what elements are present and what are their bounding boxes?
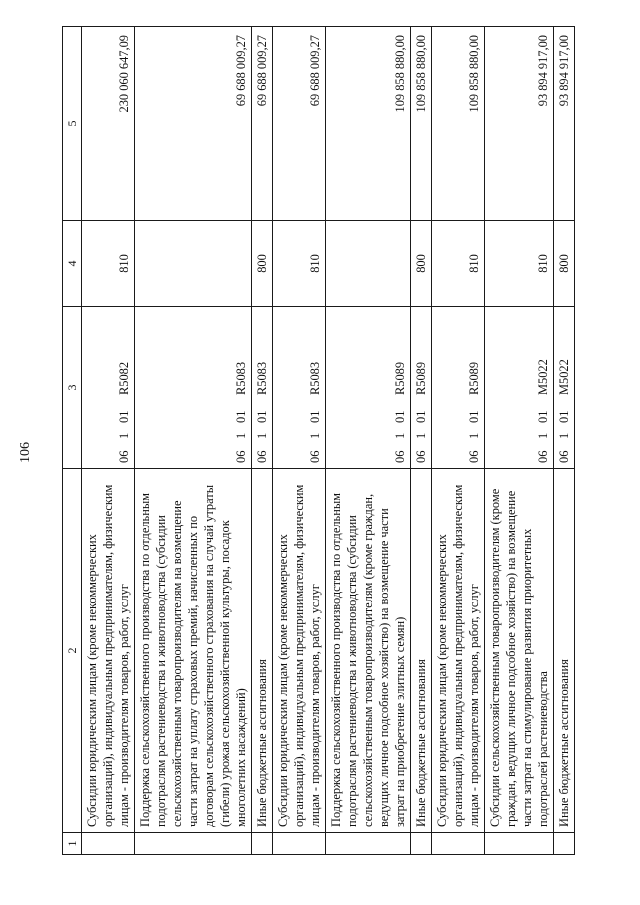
direction-code: M5022 xyxy=(557,359,571,395)
expense-type-code: 800 xyxy=(252,221,273,307)
expense-type-code xyxy=(135,221,252,307)
program-code: 06 xyxy=(414,450,428,463)
row-index-cell xyxy=(432,833,485,855)
activity-code: 01 xyxy=(414,410,428,423)
expense-name: Субсидии юридическим лицам (кроме некоммерческих организаций), индивидуальным предпринимателям, физическим лицам - производителям товаров, работ, услуг xyxy=(82,469,135,833)
direction-code: R5083 xyxy=(234,361,248,395)
table-row xyxy=(411,27,432,855)
direction-code: R5089 xyxy=(414,361,428,395)
row-index-cell xyxy=(485,833,554,855)
amount: 230 060 647,09 xyxy=(82,27,135,221)
amount: 109 858 880,00 xyxy=(326,27,411,221)
amount: 69 688 009,27 xyxy=(252,27,273,221)
classification-code xyxy=(432,307,485,469)
activity-code: 01 xyxy=(234,410,248,423)
expense-name: Поддержка сельскохозяйственного производства по отдельным подотраслям растениеводства и животноводства (субсидии сельскохозяйственным товаропроизводителям на возмещение части затрат на уплату страховых премий, начисленных по договорам сельскохозяйственного страхования на случай утраты (гибели) урожая сельскохозяйственной культуры, посадок многолетних насаждений) xyxy=(135,469,252,833)
classification-code xyxy=(82,307,135,469)
table-row xyxy=(485,27,554,855)
row-index-cell xyxy=(273,833,326,855)
expense-type-code: 810 xyxy=(82,221,135,307)
expense-name: Субсидии юридическим лицам (кроме некоммерческих организаций), индивидуальным предпринимателям, физическим лицам - производителям товаров, работ, услуг xyxy=(432,469,485,833)
activity-code: 01 xyxy=(467,410,481,423)
direction-code: R5083 xyxy=(308,361,322,395)
expense-name: Иные бюджетные ассигнования xyxy=(554,469,575,833)
expense-name: Поддержка сельскохозяйственного производства по отдельным подотраслям растениеводства и животноводства (субсидии сельскохозяйственным товаропроизводителям (кроме граждан, ведущих личное подсобное хозяйство) на возмещение части затрат на приобретение элитных семян) xyxy=(326,469,411,833)
program-code: 06 xyxy=(255,450,269,463)
direction-code: R5083 xyxy=(255,361,269,395)
expense-name: Иные бюджетные ассигнования xyxy=(252,469,273,833)
table-row xyxy=(82,27,135,855)
amount: 93 894 917,00 xyxy=(554,27,575,221)
program-code: 06 xyxy=(467,450,481,463)
expense-name: Иные бюджетные ассигнования xyxy=(411,469,432,833)
row-index-cell xyxy=(554,833,575,855)
amount: 69 688 009,27 xyxy=(135,27,252,221)
activity-code: 01 xyxy=(536,410,550,423)
subprogram-code: 1 xyxy=(557,432,571,439)
classification-code xyxy=(252,307,273,469)
table-row xyxy=(273,27,326,855)
row-index-cell xyxy=(411,833,432,855)
program-code: 06 xyxy=(393,450,407,463)
activity-code: 01 xyxy=(308,410,322,423)
expense-type-code: 810 xyxy=(485,221,554,307)
row-index-cell xyxy=(252,833,273,855)
subprogram-code: 1 xyxy=(255,432,269,439)
amount: 109 858 880,00 xyxy=(411,27,432,221)
classification-code xyxy=(326,307,411,469)
classification-code xyxy=(135,307,252,469)
activity-code: 01 xyxy=(117,410,131,423)
expense-type-code: 810 xyxy=(432,221,485,307)
activity-code: 01 xyxy=(255,410,269,423)
expense-type-code: 800 xyxy=(554,221,575,307)
direction-code: R5089 xyxy=(467,361,481,395)
classification-code xyxy=(554,307,575,469)
classification-code xyxy=(411,307,432,469)
program-code: 06 xyxy=(308,450,322,463)
activity-code: 01 xyxy=(557,410,571,423)
subprogram-code: 1 xyxy=(467,432,481,439)
amount: 93 894 917,00 xyxy=(485,27,554,221)
subprogram-code: 1 xyxy=(234,432,248,439)
direction-code: R5082 xyxy=(117,361,131,395)
page-number: 106 xyxy=(18,442,33,463)
header-row xyxy=(63,27,82,855)
classification-code xyxy=(273,307,326,469)
subprogram-code: 1 xyxy=(308,432,322,439)
expense-type-code xyxy=(326,221,411,307)
subprogram-code: 1 xyxy=(393,432,407,439)
header-col-1: 1 xyxy=(63,833,82,855)
subprogram-code: 1 xyxy=(414,432,428,439)
subprogram-code: 1 xyxy=(536,432,550,439)
expense-type-code: 810 xyxy=(273,221,326,307)
table-row xyxy=(326,27,411,855)
row-index-cell xyxy=(82,833,135,855)
expense-type-code: 800 xyxy=(411,221,432,307)
subprogram-code: 1 xyxy=(117,432,131,439)
program-code: 06 xyxy=(557,450,571,463)
table-row xyxy=(432,27,485,855)
classification-code xyxy=(485,307,554,469)
row-index-cell xyxy=(135,833,252,855)
budget-table xyxy=(62,26,575,855)
program-code: 06 xyxy=(117,450,131,463)
header-col-2: 2 xyxy=(63,469,82,833)
direction-code: R5089 xyxy=(393,361,407,395)
table-row xyxy=(554,27,575,855)
header-col-5: 5 xyxy=(63,27,82,221)
table-row xyxy=(135,27,252,855)
program-code: 06 xyxy=(536,450,550,463)
expense-name: Субсидии юридическим лицам (кроме некоммерческих организаций), индивидуальным предпринимателям, физическим лицам - производителям товаров, работ, услуг xyxy=(273,469,326,833)
header-col-3: 3 xyxy=(63,307,82,469)
expense-name: Субсидии сельскохозяйственным товаропроизводителям (кроме граждан, ведущих личное подсобное хозяйство) на возмещение части затрат на стимулирование развития приоритетных подотраслей растениеводства xyxy=(485,469,554,833)
activity-code: 01 xyxy=(393,410,407,423)
amount: 69 688 009,27 xyxy=(273,27,326,221)
table-row xyxy=(252,27,273,855)
row-index-cell xyxy=(326,833,411,855)
amount: 109 858 880,00 xyxy=(432,27,485,221)
program-code: 06 xyxy=(234,450,248,463)
header-col-4: 4 xyxy=(63,221,82,307)
direction-code: M5022 xyxy=(536,359,550,395)
